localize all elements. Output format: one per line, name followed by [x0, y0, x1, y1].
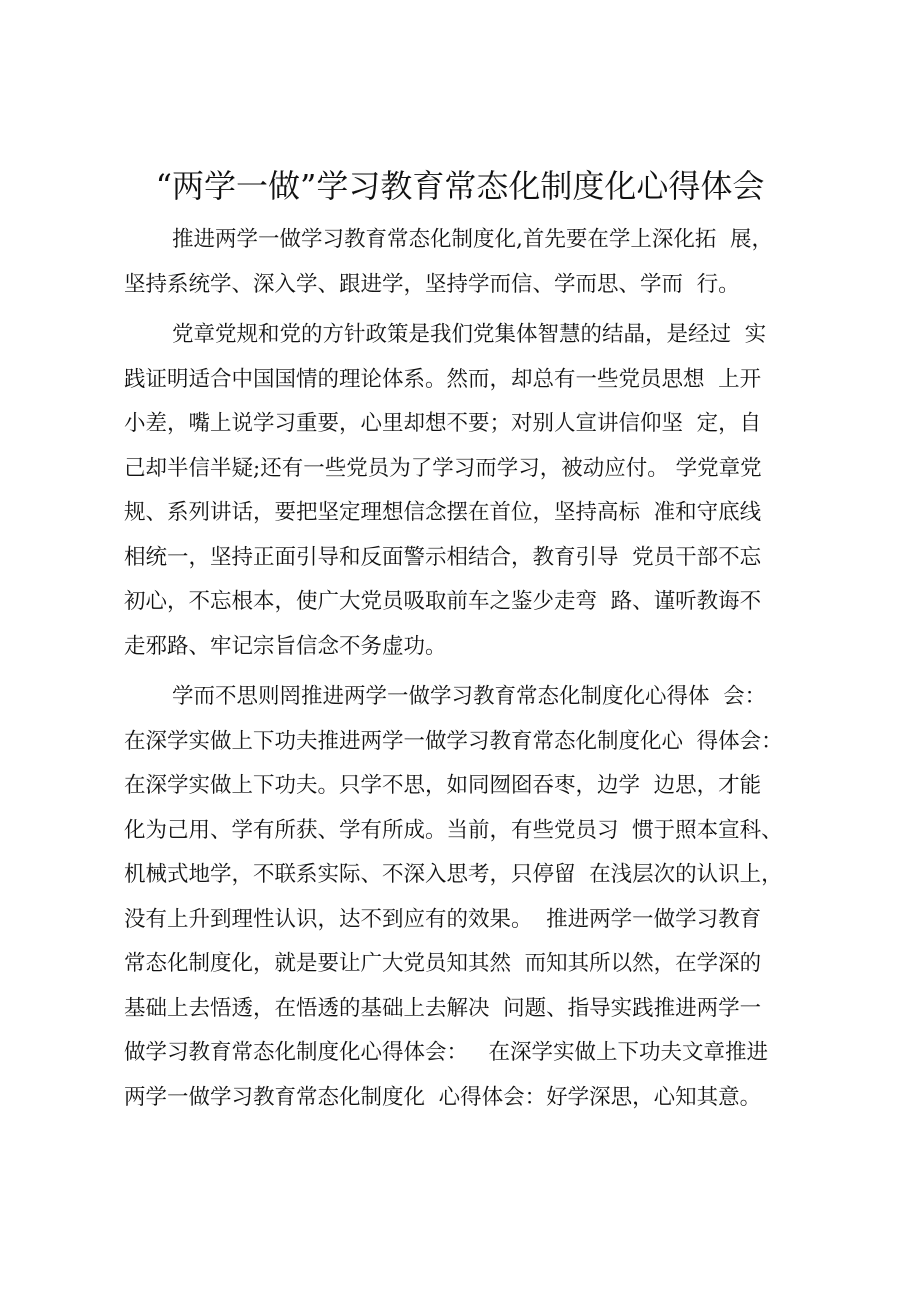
text-line: 基础上去悟透，在悟透的基础上去解决 问题、指导实践推进两学一	[124, 995, 762, 1021]
paragraph-3	[124, 675, 824, 1120]
text-line: 机械式地学，不联系实际、不深入思考，只停留 在浅层次的认识上，	[124, 862, 783, 887]
text-line: 践证明适合中国国情的理论体系。然而，却总有一些党员思想 上开	[124, 366, 762, 392]
paragraph-1	[124, 218, 824, 307]
text-line: 化为己用、学有所获、学有所成。当前，有些党员习 惯于照本宣科、	[124, 817, 783, 843]
text-line: 在深学实做上下功夫。只学不思，如同囫囵吞枣，边学 边思，才能	[124, 773, 762, 798]
text-line: 己却半信半疑;还有一些党员为了学习而学习，被动应付。 学党章党	[124, 455, 762, 481]
text-line: 在深学实做上下功夫推进两学一做学习教育常态化制度化心 得体会：	[124, 728, 783, 754]
document-body	[124, 218, 824, 1126]
text-line: 做学习教育常态化制度化心得体会： 在深学实做上下功夫文章推进	[124, 1040, 769, 1065]
text-line: 坚持系统学、深入学、跟进学，坚持学而信、学而思、学而 行。	[124, 271, 740, 297]
text-line: 走邪路、牢记宗旨信念不务虚功。	[124, 633, 447, 659]
document-title: “两学一做”学习教育常态化制度化心得体会	[155, 167, 765, 205]
text-line: 初心，不忘根本，使广大党员吸取前车之鉴少走弯 路、谨听教诲不	[124, 589, 762, 614]
text-line: 小差，嘴上说学习重要，心里却想不要；对别人宣讲信仰坚 定，自	[124, 411, 762, 436]
paragraph-2	[124, 313, 824, 669]
text-line: 没有上升到理性认识，达不到应有的效果。 推进两学一做学习教育	[124, 906, 762, 932]
text-line: 常态化制度化，就是要让广大党员知其然 而知其所以然，在学深的	[124, 951, 762, 976]
text-line: 相统一，坚持正面引导和反面警示相结合，教育引导 党员干部不忘	[124, 544, 762, 570]
text-line: 两学一做学习教育常态化制度化 心得体会：好学深思，心知其意。	[124, 1084, 762, 1110]
text-line: 学而不思则罔推进两学一做学习教育常态化制度化心得体 会：	[172, 684, 767, 709]
text-line: 规、系列讲话，要把坚定理想信念摆在首位，坚持高标 准和守底线	[124, 500, 762, 525]
text-line: 党章党规和党的方针政策是我们党集体智慧的结晶，是经过 实	[172, 322, 767, 347]
text-line: 推进两学一做学习教育常态化制度化,首先要在学上深化拓 展，	[172, 227, 774, 252]
